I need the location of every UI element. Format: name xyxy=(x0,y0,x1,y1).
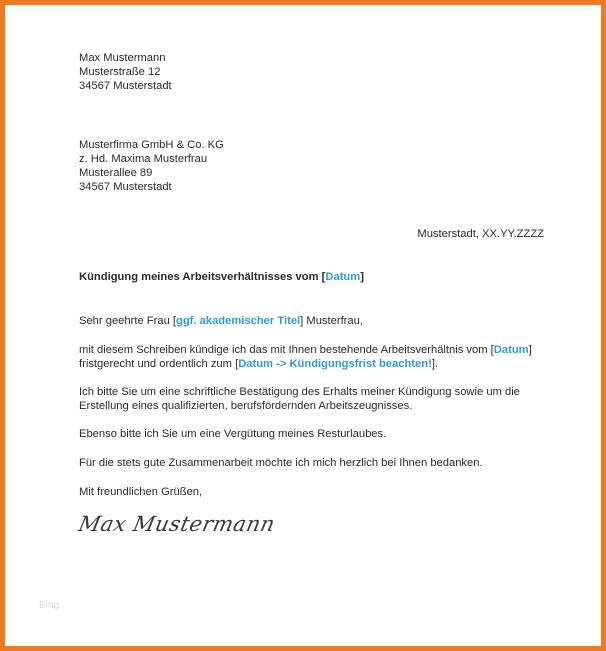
recipient-company: Musterfirma GmbH & Co. KG xyxy=(79,139,224,151)
recipient-street: Musterallee 89 xyxy=(79,167,153,179)
handwritten-signature: Max Mustermann xyxy=(76,512,278,536)
paragraph-vacation: Ebenso bitte ich Sie um eine Vergütung meines Resturlaubes. xyxy=(79,428,387,440)
salutation-before: Sehr geehrte Frau [ xyxy=(79,315,177,327)
p2-line2: Erstellung eines qualifizierten, berufsfördernden Arbeitszeugnisses. xyxy=(79,400,413,412)
sender-name: Max Mustermann xyxy=(79,52,166,64)
subject-close: ] xyxy=(360,271,364,283)
paragraph-termination xyxy=(79,343,532,371)
paragraph-thanks: Für die stets gute Zusammenarbeit möchte ich mich herzlich bei Ihnen bedanken. xyxy=(79,457,483,469)
recipient-city: 34567 Musterstadt xyxy=(79,181,172,193)
title-placeholder: ggf. akademischer Titel xyxy=(176,315,301,327)
employment-date-placeholder: Datum xyxy=(493,344,529,356)
p1-line1-close: ] xyxy=(528,344,532,356)
closing-greeting: Mit freundlichen Grüßen, xyxy=(79,486,203,498)
paragraph-confirmation xyxy=(79,385,520,413)
sender-address xyxy=(79,51,172,93)
p2-line1: Ich bitte Sie um eine schriftliche Bestätigung des Erhalts meiner Kündigung sowie um die xyxy=(79,386,520,398)
sender-city: 34567 Musterstadt xyxy=(79,80,172,92)
salutation-after: ] Musterfrau, xyxy=(300,315,363,327)
p1-line2-close: ]. xyxy=(431,358,439,370)
termination-date-placeholder: Datum -> Kündigungsfrist beachten! xyxy=(238,358,432,370)
sender-street: Musterstraße 12 xyxy=(79,66,161,78)
watermark: Bing xyxy=(39,600,60,611)
subject-line xyxy=(79,270,364,284)
recipient-attention: z. Hd. Maxima Musterfrau xyxy=(79,153,208,165)
p1-line2-text: fristgerecht und ordentlich zum [ xyxy=(79,358,239,370)
subject-date-placeholder: Datum xyxy=(325,271,361,283)
recipient-address xyxy=(79,138,224,194)
salutation xyxy=(79,314,363,328)
subject-text: Kündigung meines Arbeitsverhältnisses vom [ xyxy=(79,271,326,283)
p1-line1-text: mit diesem Schreiben kündige ich das mit Ihnen bestehende Arbeitsverhältnis vom [ xyxy=(79,344,494,356)
place-date: Musterstadt, XX.YY.ZZZZ xyxy=(417,228,544,240)
letter-page xyxy=(5,5,601,646)
